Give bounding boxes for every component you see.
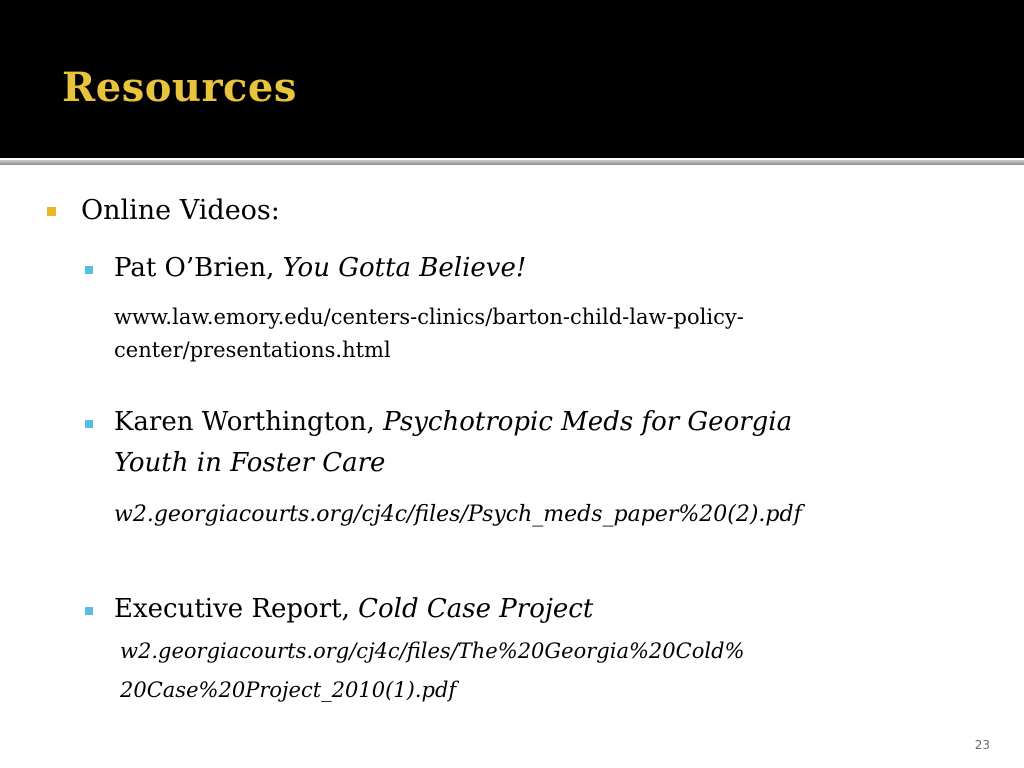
- section-label: Online Videos:: [81, 195, 280, 226]
- resource-link[interactable]: www.law.emory.edu/centers-clinics/barton-child-law-policy-: [114, 305, 744, 329]
- section-bullet-icon: [47, 207, 56, 216]
- resource-title: Psychotropic Meds for Georgia: [383, 407, 793, 437]
- resource-link[interactable]: w2.georgiacourts.org/cj4c/files/Psych_meds_paper%20(2).pdf: [114, 502, 802, 527]
- resource-title: Cold Case Project: [358, 594, 594, 624]
- title-divider: [0, 160, 1024, 165]
- resource-link[interactable]: w2.georgiacourts.org/cj4c/files/The%20Georgia%20Cold%: [120, 639, 745, 663]
- page-number: 23: [974, 738, 990, 752]
- resource-author: Karen Worthington,: [114, 407, 384, 437]
- resource-title-continued: Youth in Foster Care: [114, 448, 386, 478]
- list-bullet-icon: [85, 607, 93, 615]
- resource-author: Pat O’Brien,: [114, 253, 283, 283]
- resource-title: You Gotta Believe!: [282, 253, 527, 283]
- list-bullet-icon: [85, 266, 93, 274]
- list-item-heading: [114, 252, 526, 284]
- list-bullet-icon: [85, 420, 93, 428]
- slide-title: Resources: [62, 64, 297, 111]
- list-item-heading: [114, 593, 593, 625]
- resource-author: Executive Report,: [114, 594, 359, 624]
- resource-link-continued[interactable]: 20Case%20Project_2010(1).pdf: [120, 678, 457, 702]
- list-item-heading: [114, 406, 792, 438]
- resource-link-continued[interactable]: center/presentations.html: [114, 338, 391, 362]
